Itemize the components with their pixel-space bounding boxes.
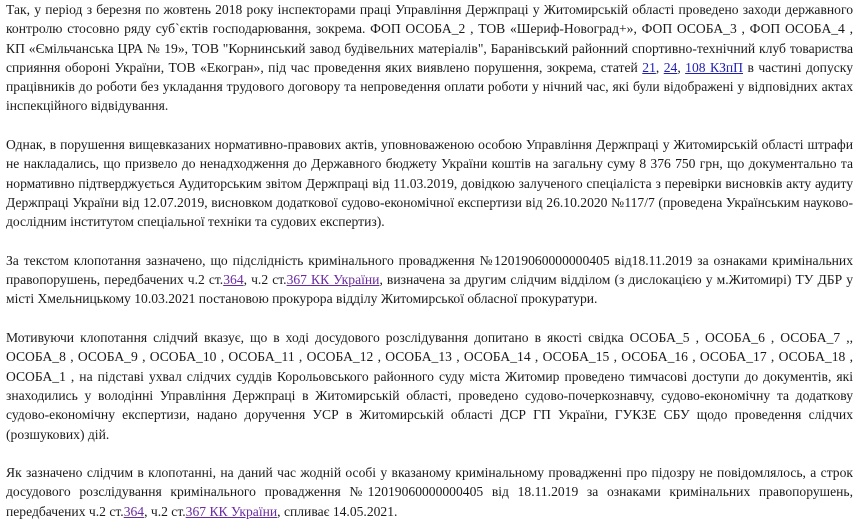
- paragraph-text: Так, у період з березня по жовтень 2018 року інспекторами праці Управління Держпраці у Житомирській області проведено заходи державного контролю стосовно ряду суб`єктів господарювання, зокрема. ФОП ОСОБА_2 , ТОВ «Шериф-Новоград+», ФОП ОСОБА_3 , ФОП ОСОБА_4 , КП «Ємільчанська ЦРА № 19», ТОВ "Корнинський завод будівельних матеріалів", Баранівський районний спортивно-технічний клуб товариства сприяння обороні України, ТОВ «Екогран», під час проведення яких виявлено порушення, зокрема, статей: [6, 2, 853, 75]
- paragraph-4: [6, 328, 853, 444]
- paragraph-5: [6, 463, 853, 521]
- law-link-article-24[interactable]: 24: [663, 59, 678, 75]
- paragraph-text: За текстом клопотання зазначено, що підслідність кримінального провадження №12019060000000405 від18.11.2019 за ознаками кримінальних правопорушень, передбачених ч.2 ст.: [6, 252, 853, 288]
- paragraph-spacer: [6, 116, 853, 135]
- law-link-article-364[interactable]: 364: [123, 503, 145, 519]
- paragraph-text: ,: [655, 59, 664, 75]
- paragraph-3: [6, 251, 853, 309]
- paragraph-text: в частині допуску працівників до роботи без укладання трудового договору та непроведення оплати роботи у нічний час, які були відображені у відповідних актах інспекційного відвідування.: [6, 59, 853, 114]
- paragraph-text: , ч.2 ст.: [144, 503, 186, 519]
- paragraph-text: , визначена за другим слідчим відділом (з дислокацією у м.Житомирі) ТУ ДБР у місті Хмельницькому 10.03.2021 постановою прокурора відділу Житомирської обласної прокуратури.: [6, 272, 854, 307]
- paragraph-text: Як зазначено слідчим в клопотанні, на даний час жодній особі у вказаному кримінальному провадженні про підозру не повідомлялось, а строк досудового розслідування кримінального провадження №12019060000000405 від 18.11.2019 за ознаками кримінальних правопорушень, передбачених ч.2 ст.: [6, 465, 853, 519]
- paragraph-text: ,: [677, 59, 686, 75]
- law-link-article-367-criminal-code[interactable]: 367 КК України: [286, 272, 380, 288]
- paragraph-spacer: [6, 309, 853, 328]
- paragraph-1: [6, 0, 853, 116]
- paragraph-spacer: [6, 232, 853, 251]
- law-link-article-364[interactable]: 364: [223, 272, 244, 288]
- paragraph-2: [6, 135, 853, 231]
- paragraph-spacer: [6, 444, 853, 463]
- paragraph-text: Однак, в порушення вищевказаних нормативно-правових актів, уповноваженою особою Управління Держпраці у Житомирській області штрафи не накладались, що призвело до ненадходження до Державного бюджету України коштів на загальну суму 8 376 750 грн, що документально та нормативно підтверджується Аудиторським звітом Держпраці від 11.03.2019, довідкою залученого спеціаліста з перевірки висновків акту аудиту Держпраці України від 12.07.2019, висновком додаткової судово-економічної експертизи від 26.10.2020 №117/7 (проведена Українським науково-дослідним інститутом спеціальної техніки та судових експертиз).: [6, 137, 853, 230]
- paragraph-text: , ч.2 ст.: [243, 272, 287, 288]
- law-link-article-108-labor-code[interactable]: 108 КЗпП: [685, 59, 743, 75]
- paragraph-text: Мотивуючи клопотання слідчий вказує, що в ході досудового розслідування допитано в якості свідка ОСОБА_5 , ОСОБА_6 , ОСОБА_7 ,, ОСОБА_8 , ОСОБА_9 , ОСОБА_10 , ОСОБА_11 , ОСОБА_12 , ОСОБА_13 , ОСОБА_14 , ОСОБА_15 , ОСОБА_16 , ОСОБА_17 , ОСОБА_18 , ОСОБА_1 , на підставі ухвал слідчих суддів Корольовського районного суду міста Житомир проведено тимчасові доступи до документів, які знаходились у володінні Управління Держпраці в Житомирській області, проведено судово-почеркознавчу, судово-економічну та додаткову судово-економічну експертизи, надано доручення УСР в Житомирській області ДСР ГП України, ГУКЗЕ СБУ щодо проведення слідчих (розшукових) дій.: [6, 330, 853, 442]
- paragraph-text: , спливає 14.05.2021.: [277, 503, 398, 519]
- law-link-article-367-criminal-code[interactable]: 367 КК України: [185, 503, 278, 519]
- law-link-article-21[interactable]: 21: [642, 59, 656, 75]
